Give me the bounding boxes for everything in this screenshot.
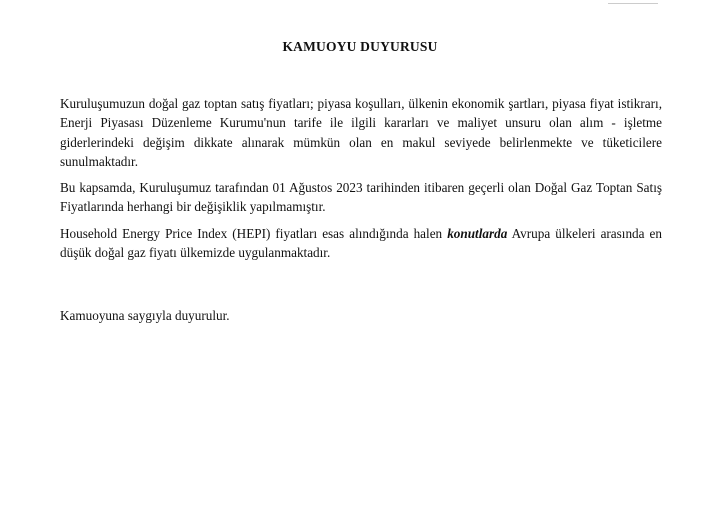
paragraph-hepi-lead: Household Energy Price Index (HEPI) fiyatları esas alındığında halen (60, 226, 448, 241)
header-rule (608, 0, 658, 4)
document-title: KAMUOYU DUYURUSU (282, 39, 438, 54)
paragraph-hepi (60, 224, 662, 263)
paragraph-no-change: Bu kapsamda, Kuruluşumuz tarafından 01 Ağustos 2023 tarihinden itibaren geçerli olan Doğal Gaz Toptan Satış Fiyatlarında herhangi bir değişiklik yapılmamıştır. (60, 180, 662, 215)
paragraph-hepi-tail: Avrupa ülkeleri arasında en düşük doğal gaz fiyatı ülkemizde uygulanmaktadır. (60, 226, 662, 261)
paragraph-price-policy: Kuruluşumuzun doğal gaz toptan satış fiyatları; piyasa koşulları, ülkenin ekonomik şartları, piyasa fiyat istikrarı, Enerji Piyasası Düzenleme Kurumu'nun tarife ile ilgili kararları ve maliyet unsuru olan alım - işletme giderlerindeki değişim dikkate alınarak mümkün olan en makul seviyede belirlenmekte ve tüketicilere sunulmaktadır. (60, 96, 662, 169)
closing-line: Kamuoyuna saygıyla duyurulur. (60, 308, 230, 323)
paragraph-hepi-emphasis: konutlarda (447, 226, 508, 241)
